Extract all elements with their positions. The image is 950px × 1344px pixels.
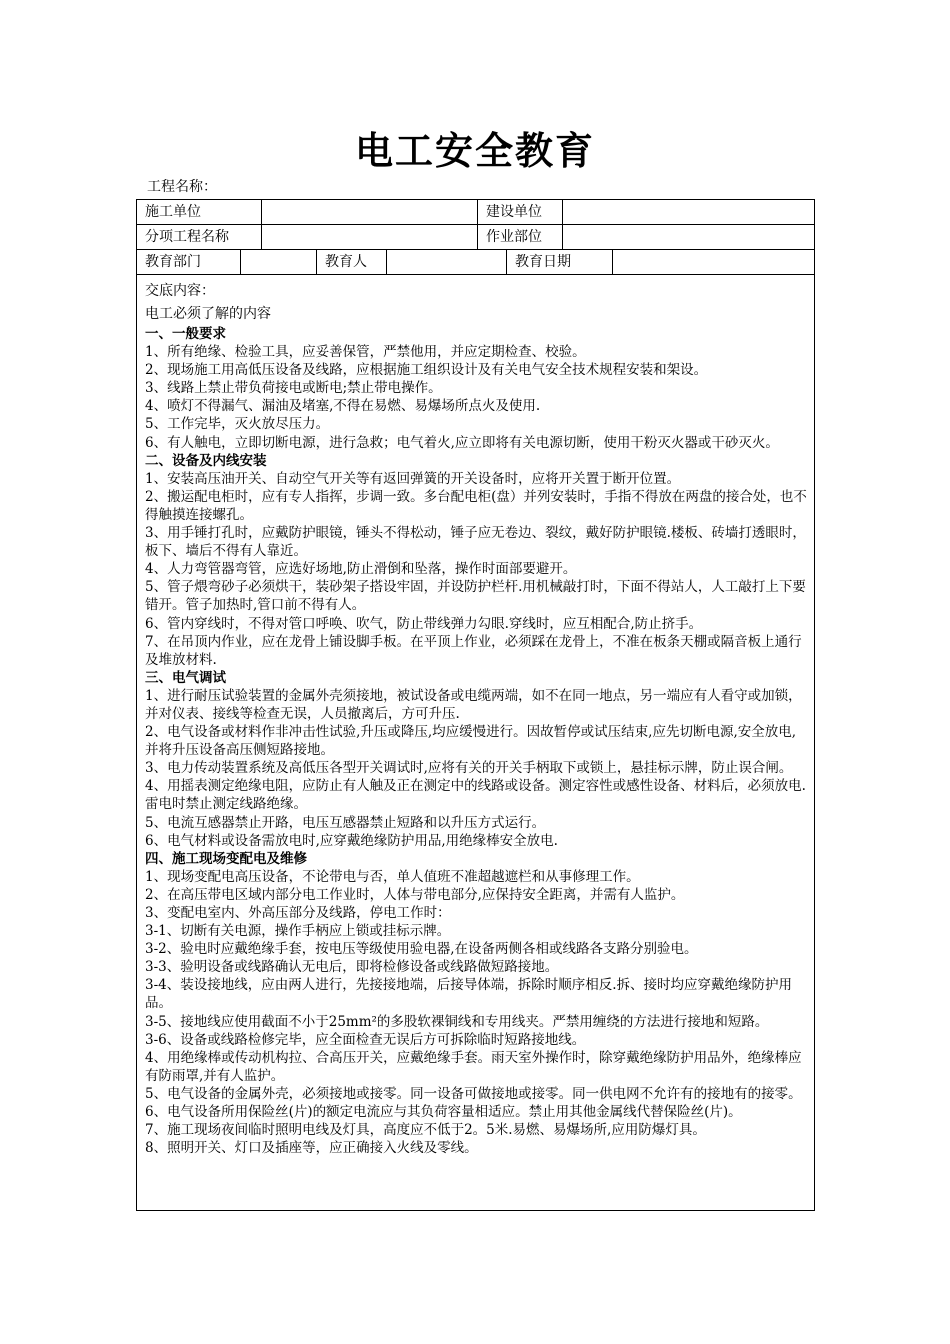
educator-label: 教育人: [317, 250, 387, 274]
page-title: 电工安全教育: [354, 128, 595, 173]
section-item: 8、照明开关、灯口及插座等，应正确接入火线及零线。: [145, 1140, 478, 1157]
project-name-label: 工程名称：: [147, 179, 217, 195]
form-row-education: [137, 250, 814, 275]
safety-education-form: [136, 199, 815, 1211]
educator-value[interactable]: [387, 250, 507, 274]
work-location-label: 作业部位: [478, 225, 563, 249]
section-item: 6、电气设备所用保险丝(片)的额定电流应与其负荷容量相适应。禁止用其他金属线代替保险丝(片)。: [145, 1104, 742, 1121]
section-item: 3、变配电室内、外高压部分及线路，停电工作时：: [145, 905, 451, 921]
section-item: 5、工作完毕，灭火放尽压力。: [145, 416, 330, 433]
section-item: 4、用摇表测定绝缘电阻，应防止有人触及正在测定中的线路或设备。测定容性或感性设备、材料后，必须放电.雷电时禁止测定线路绝缘。: [145, 778, 806, 813]
section-item: 4、喷灯不得漏气、漏油及堵塞,不得在易燃、易爆场所点火及使用.: [145, 398, 541, 415]
section-heading: 三、电气调试: [145, 669, 226, 686]
sub-project-label: 分项工程名称: [137, 225, 262, 249]
section-item: 3、线路上禁止带负荷接电或断电;禁止带电操作。: [145, 380, 442, 397]
section-item: 7、在吊顶内作业，应在龙骨上铺设脚手板。在平顶上作业，必须踩在龙骨上，不准在板条天棚或隔音板上通行及堆放材料.: [145, 633, 802, 668]
section-item: 4、用绝缘棒或传动机构拉、合高压开关，应戴绝缘手套。雨天室外操作时，除穿戴绝缘防护用品外，绝缘棒应有防雨罩,并有人监护。: [145, 1049, 802, 1084]
section-item: 6、电气材料或设备需放电时,应穿戴绝缘防护用品,用绝缘棒安全放电.: [145, 832, 558, 849]
section-item: 3-5、接地线应使用截面不小于25mm²的多股软裸铜线和专用线夹。严禁用缠绕的方法进行接地和短路。: [145, 1013, 769, 1030]
disclosure-intro: 电工必须了解的内容: [145, 306, 271, 322]
section-item: 3-4、装设接地线，应由两人进行，先接接地端，后接导体端，拆除时顺序相反.拆、接时均应穿戴绝缘防护用品。: [145, 977, 793, 1012]
build-unit-label: 建设单位: [478, 200, 563, 224]
section-item: 2、在高压带电区域内部分电工作业时，人体与带电部分,应保持安全距离，并需有人监护。: [145, 886, 685, 903]
build-unit-value[interactable]: [563, 200, 814, 224]
section-item: 2、电气设备或材料作非冲击性试验,升压或降压,均应缓慢进行。因故暂停或试压结束,应先切断电源,安全放电,并将升压设备高压侧短路接地。: [145, 724, 797, 759]
section-item: 1、进行耐压试验装置的金属外壳须接地，被试设备或电缆两端，如不在同一地点，另一端应有人看守或加锁，并对仪表、接线等检查无误，人员撤离后，方可升压.: [145, 687, 802, 722]
disclosure-content: [137, 275, 814, 1210]
disclosure-label: 交底内容：: [145, 283, 215, 299]
section-item: 1、安装高压油开关、自动空气开关等有返回弹簧的开关设备时，应将开关置于断开位置。: [145, 470, 681, 487]
section-heading: 二、设备及内线安装: [145, 452, 267, 469]
section-item: 1、现场变配电高压设备，不论带电与否，单人值班不准超越遮栏和从事修理工作。: [145, 868, 640, 885]
edu-dept-label: 教育部门: [137, 250, 241, 274]
section-item: 3、用手锤打孔时，应戴防护眼镜，锤头不得松动，锤子应无卷边、裂纹，戴好防护眼镜.楼板、砖墙打透眼时，板下、墙后不得有人靠近。: [145, 525, 806, 560]
section-heading: 一、一般要求: [145, 326, 226, 342]
section-item: 3、电力传动装置系统及高低压各型开关调试时,应将有关的开关手柄取下或锁上，悬挂标示牌，防止误合闸。: [145, 760, 793, 777]
section-item: 2、搬运配电柜时，应有专人指挥，步调一致。多台配电柜(盘）并列安装时，手指不得放在两盘的接合处，也不得触摸连接螺孔。: [145, 488, 807, 523]
section-item: 3-3、验明设备或线路确认无电后，即将检修设备或线路做短路接地。: [145, 959, 559, 976]
section-item: 3-2、验电时应戴绝缘手套，按电压等级使用验电器,在设备两侧各相或线路各支路分别验电。: [145, 941, 698, 958]
edu-dept-value[interactable]: [241, 250, 317, 274]
section-item: 3-1、切断有关电源，操作手柄应上锁或挂标示牌。: [145, 923, 451, 940]
form-row-project: [137, 225, 814, 250]
section-item: 1、所有绝缘、检验工具，应妥善保管，严禁他用，并应定期检查、校验。: [145, 344, 586, 361]
section-item: 5、管子煨弯砂子必须烘干，装砂架子搭设牢固，并设防护栏杆.用机械敲打时，下面不得站人，人工敲打上下要错开。管子加热时,管口前不得有人。: [145, 579, 806, 614]
section-item: 7、施工现场夜间临时照明电线及灯具，高度应不低于2。5米.易燃、易爆场所,应用防爆灯具。: [145, 1122, 706, 1139]
section-item: 6、管内穿线时，不得对管口呼唤、吹气，防止带线弹力勾眼.穿线时，应互相配合,防止挤手。: [145, 615, 703, 632]
section-item: 2、现场施工用高低压设备及线路，应根据施工组织设计及有关电气安全技术规程安装和架设。: [145, 362, 708, 379]
sub-project-value[interactable]: [262, 225, 478, 249]
edu-date-label: 教育日期: [507, 250, 613, 274]
section-item: 6、有人触电，立即切断电源，进行急救；电气着火,应立即将有关电源切断，使用干粉灭火器或干砂灭火。: [145, 434, 779, 451]
disclosure-body: [145, 325, 808, 1157]
section-item: 5、电流互感器禁止开路，电压互感器禁止短路和以升压方式运行。: [145, 814, 546, 831]
construction-unit-label: 施工单位: [137, 200, 262, 224]
edu-date-value[interactable]: [613, 250, 814, 274]
section-item: 5、电气设备的金属外壳，必须接地或接零。同一设备可做接地或接零。同一供电网不允许有的接地有的接零。: [145, 1085, 802, 1102]
section-heading: 四、施工现场变配电及维修: [145, 850, 307, 867]
section-item: 4、人力弯管器弯管，应选好场地,防止滑倒和坠落，操作时面部要避开。: [145, 561, 577, 578]
form-row-units: [137, 200, 814, 225]
section-item: 3-6、设备或线路检修完毕，应全面检查无误后方可拆除临时短路接地线。: [145, 1031, 586, 1048]
construction-unit-value[interactable]: [262, 200, 478, 224]
work-location-value[interactable]: [563, 225, 814, 249]
